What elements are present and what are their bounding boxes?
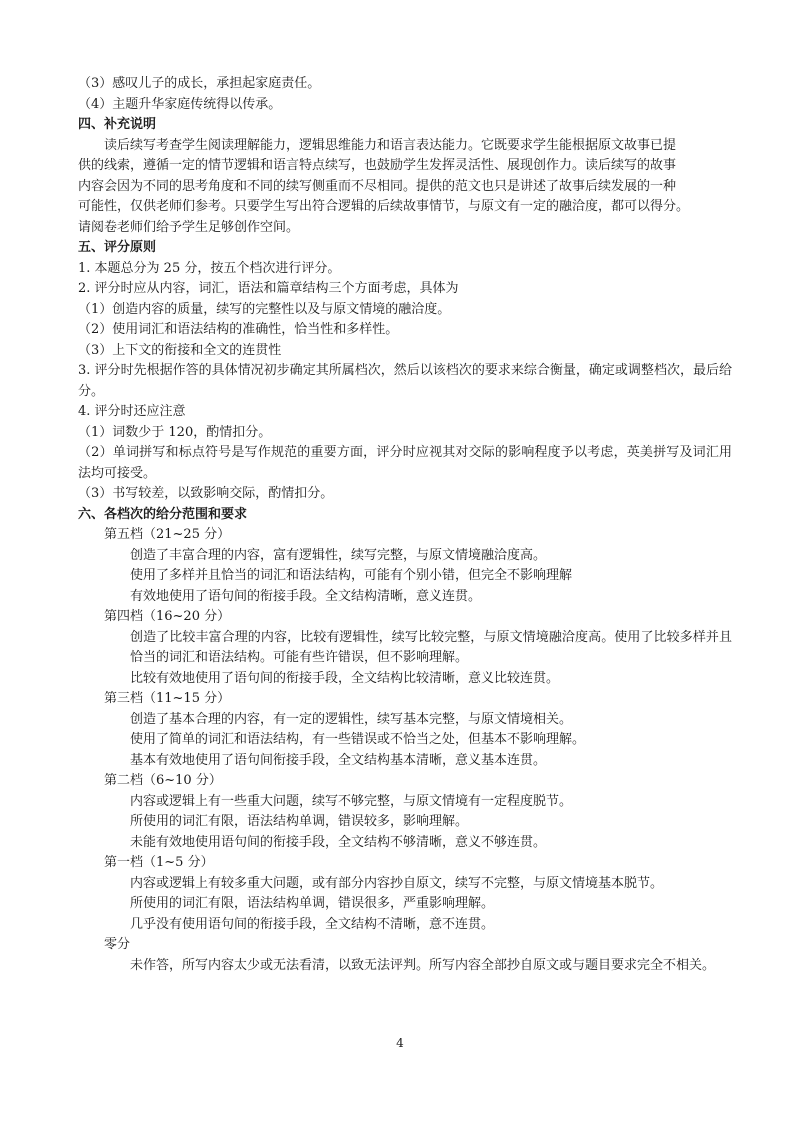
band-line: 内容或逻辑上有一些重大问题，续写不够完整，与原文情境有一定程度脱节。 [130,793,573,809]
rule-2: 2. 评分时应从内容，词汇，语法和篇章结构三个方面考虑，具体为 [78,281,459,296]
section-4-line: 供的线索，遵循一定的情节逻辑和语言特点续写，也鼓励学生发挥灵活性、展现创作力。读后续写的故事 [78,158,677,173]
band-title: 零分 [104,937,131,952]
band-title: 第一档（1~5 分） [104,855,214,870]
section-4-line: 可能性，仅供老师们参考。只要学生写出符合逻辑的后续故事情节，与原文有一定的融洽度，都可以得分。 [78,199,690,214]
band-title: 第三档（11~15 分） [104,691,231,706]
band-line: 所使用的词汇有限，语法结构单调，错误很多，严重影响理解。 [130,896,495,911]
band-line: 使用了简单的词汇和语法结构，有一些错误或不恰当之处，但基本不影响理解。 [130,732,586,747]
intro-item: （4）主题升华家庭传统得以传承。 [78,96,282,112]
section-4-line: 内容会因为不同的思考角度和不同的续写侧重而不尽相同。提供的范文也只是讲述了故事后续发展的一种 [78,178,677,194]
band-line: 基本有效地使用了语句间衔接手段，全文结构基本清晰，意义基本连贯。 [130,752,547,768]
section-4-line: 请阅卷老师们给予学生足够创作空间。 [78,219,300,235]
section-5-heading: 五、评分原则 [78,240,157,255]
rule-1: 1. 本题总分为 25 分，按五个档次进行评分。 [78,260,341,276]
page-content [78,74,732,976]
section-4-line: 读后续写考查学生阅读理解能力，逻辑思维能力和语言表达能力。它既要求学生能根据原文故事已提 [104,137,677,153]
intro-item: （3）感叹儿子的成长，承担起家庭责任。 [78,76,321,91]
band-line: 未作答，所写内容太少或无法看清，以致无法评判。所写内容全部抄自原文或与题目要求完全不相关。 [130,957,716,973]
band-line: 创造了比较丰富合理的内容，比较有逻辑性，续写比较完整，与原文情境融洽度高。使用了比较多样并且恰当的词汇和语法结构。可能有些许错误，但不影响理解。 [130,629,732,665]
band-title: 第二档（6~10 分） [104,773,222,788]
rule-4-item: （1）词数少于 120，酌情扣分。 [78,424,272,440]
rule-2-item: （1）创造内容的质量，续写的完整性以及与原文情境的融洽度。 [78,301,451,317]
band-line: 使用了多样并且恰当的词汇和语法结构，可能有个别小错，但完全不影响理解 [130,568,573,583]
band-line: 有效地使用了语句间的衔接手段。全文结构清晰，意义连贯。 [130,588,482,604]
band-line: 创造了基本合理的内容，有一定的逻辑性，续写基本完整，与原文情境相关。 [130,711,573,727]
rule-3: 3. 评分时先根据作答的具体情况初步确定其所属档次，然后以该档次的要求来综合衡量，确定或调整档次，最后给分。 [78,363,732,399]
section-4-heading: 四、补充说明 [78,117,157,132]
band-line: 几乎没有使用语句间的衔接手段，全文结构不清晰，意不连贯。 [130,916,495,932]
page-number: 4 [396,1036,404,1050]
rule-2-item: （2）使用词汇和语法结构的准确性，恰当性和多样性。 [78,322,399,337]
rule-4: 4. 评分时还应注意 [78,404,186,419]
band-line: 创造了丰富合理的内容，富有逻辑性，续写完整，与原文情境融洽度高。 [130,547,547,563]
band-line: 比较有效地使用了语句间的衔接手段，全文结构比较清晰，意义比较连贯。 [130,670,560,686]
band-title: 第四档（16~20 分） [104,609,231,624]
rule-4-item: （2）单词拼写和标点符号是写作规范的重要方面，评分时应视其对交际的影响程度予以考虑，英美拼写及词汇用法均可接受。 [78,445,732,481]
rule-2-item: （3）上下文的衔接和全文的连贯性 [78,342,282,358]
section-6-heading: 六、各档次的给分范围和要求 [78,506,248,522]
rule-4-item: （3）书写较差，以致影响交际，酌情扣分。 [78,486,334,501]
band-title: 第五档（21~25 分） [104,527,231,542]
band-line: 所使用的词汇有限，语法结构单调，错误较多，影响理解。 [130,814,469,829]
band-line: 内容或逻辑上有较多重大问题，或有部分内容抄自原文，续写不完整，与原文情境基本脱节。 [130,875,664,891]
band-line: 未能有效地使用语句间的衔接手段，全文结构不够清晰，意义不够连贯。 [130,834,547,850]
